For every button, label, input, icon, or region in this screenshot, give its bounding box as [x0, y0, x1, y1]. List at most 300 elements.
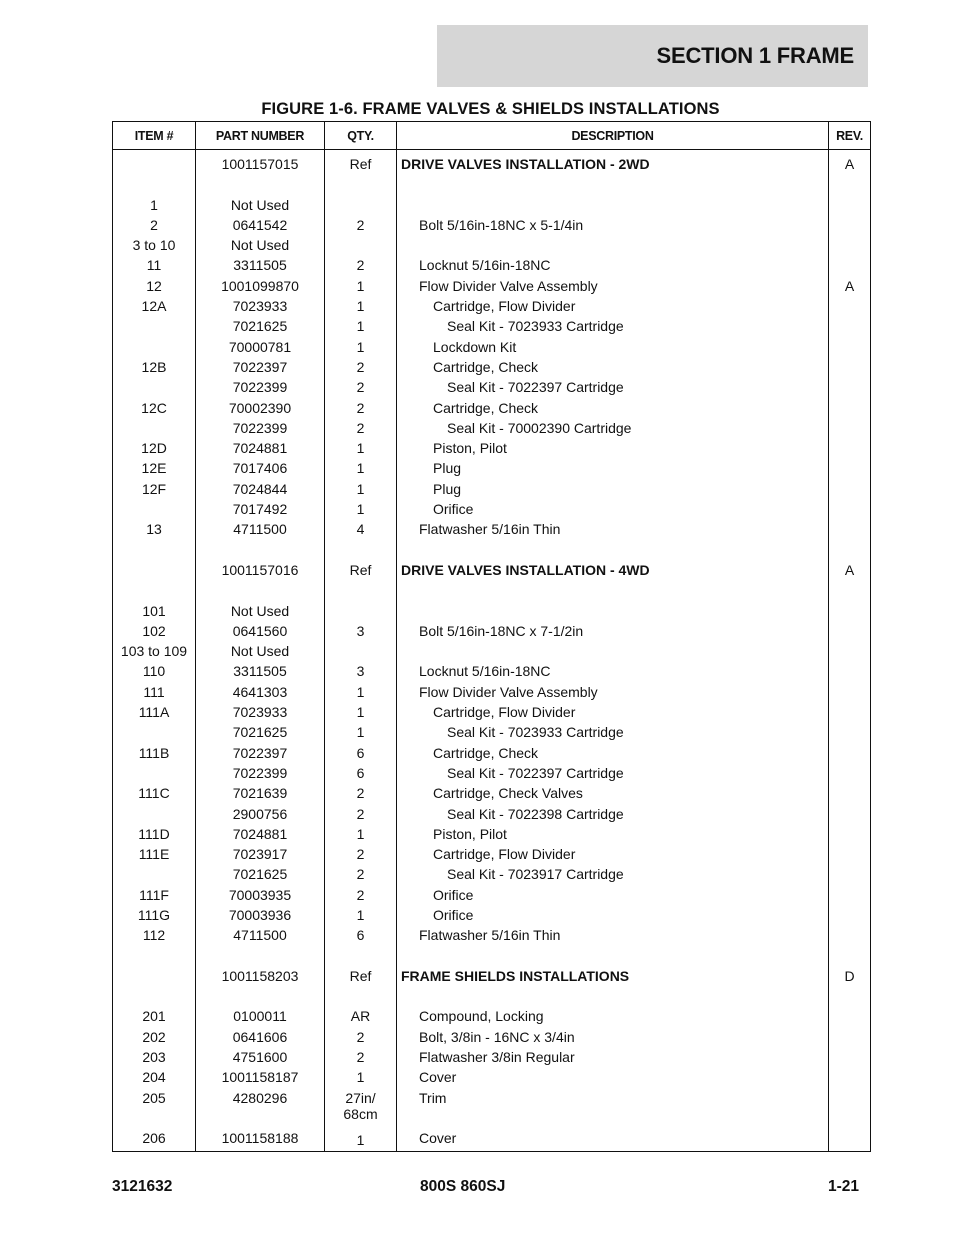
- cell-rev: [829, 458, 870, 478]
- cell-item-number: 202: [142, 1028, 166, 1045]
- cell-description-text: Locknut 5/16in-18NC: [419, 663, 551, 680]
- cell-qty: Ref: [349, 156, 372, 172]
- cell-item-number: 111D: [138, 825, 170, 842]
- cell-rev: [829, 418, 870, 438]
- cell-part-number: 7021625: [232, 318, 288, 335]
- section-title: SECTION 1 FRAME: [656, 43, 854, 68]
- cell-description-text: Piston, Pilot: [433, 440, 507, 457]
- table-header-row: [113, 122, 871, 150]
- cell-description: [397, 601, 828, 621]
- cell-qty: 4: [356, 521, 365, 538]
- cell-description-text: Cover: [419, 1069, 457, 1086]
- cell-rev: [829, 174, 870, 194]
- cell-part-number: 7022397: [232, 744, 288, 761]
- cell-qty: 1: [356, 704, 365, 721]
- cell-part-number: 7023933: [232, 298, 288, 315]
- parts-table: [112, 121, 871, 1152]
- cell-item-number: 12E: [141, 460, 167, 477]
- cell-part-number: 7022399: [232, 379, 288, 396]
- cell-part-number: 1001158188: [221, 1130, 299, 1147]
- cell-rev: [829, 601, 870, 621]
- cell-description: [397, 824, 828, 844]
- cell-part-number: [196, 946, 324, 966]
- cell-description: [397, 195, 828, 215]
- cell-description: [397, 763, 828, 783]
- cell-item-number: [113, 377, 195, 397]
- cell-description-text: Cartridge, Check Valves: [433, 785, 583, 802]
- cell-rev: [829, 1088, 870, 1129]
- cell-rev: [829, 316, 870, 336]
- cell-description: [397, 1047, 828, 1067]
- cell-rev: A: [844, 277, 855, 294]
- cell-description-text: Piston, Pilot: [433, 825, 507, 842]
- cell-qty: [325, 580, 396, 600]
- cell-qty: 2: [356, 805, 365, 822]
- description-column: [397, 150, 829, 1152]
- cell-item-number: [113, 174, 195, 194]
- cell-description-text: Cartridge, Flow Divider: [433, 846, 576, 863]
- cell-part-number: 0641606: [232, 1028, 288, 1045]
- cell-qty: [325, 946, 396, 966]
- cell-qty: 2: [356, 257, 365, 274]
- cell-description-text: Cover: [419, 1130, 457, 1147]
- cell-qty: 1: [356, 1069, 365, 1086]
- cell-qty: [325, 235, 396, 255]
- cell-description: [397, 276, 828, 296]
- cell-qty: 6: [356, 744, 365, 761]
- cell-description-text: Seal Kit - 7022398 Cartridge: [447, 805, 624, 822]
- cell-item-number: 112: [142, 927, 166, 944]
- cell-description: [397, 316, 828, 336]
- cell-part-number: 7017492: [232, 501, 288, 518]
- cell-part-number: [196, 174, 324, 194]
- cell-rev: [829, 905, 870, 925]
- cell-item-number: [113, 540, 195, 560]
- cell-item-number: [113, 722, 195, 742]
- cell-description-text: Flow Divider Valve Assembly: [419, 683, 598, 700]
- cell-part-number: [196, 986, 324, 1006]
- cell-part-number: Not Used: [230, 196, 290, 213]
- cell-item-number: 205: [142, 1089, 166, 1106]
- cell-description-text: Orifice: [433, 886, 474, 903]
- cell-part-number: Not Used: [230, 643, 290, 660]
- cell-part-number: 7021639: [232, 785, 288, 802]
- cell-qty: [325, 174, 396, 194]
- cell-part-number: 70003935: [228, 886, 292, 903]
- cell-part-number: 4711500: [233, 521, 287, 538]
- cell-item-number: [113, 986, 195, 1006]
- cell-rev: [829, 255, 870, 275]
- cell-rev: [829, 479, 870, 499]
- part-number-column: [196, 150, 325, 1152]
- cell-description-text: Plug: [433, 480, 462, 497]
- cell-part-number: 3311505: [233, 257, 287, 274]
- cell-part-number: 2900756: [232, 805, 288, 822]
- cell-part-number: 1001158203: [221, 967, 299, 984]
- cell-description: [397, 783, 828, 803]
- cell-qty: 1: [356, 724, 365, 741]
- cell-description: [397, 560, 828, 580]
- cell-item-number: 3 to 10: [132, 237, 176, 254]
- cell-description: [397, 722, 828, 742]
- cell-description: [397, 377, 828, 397]
- cell-item-number: 204: [142, 1069, 166, 1086]
- cell-rev: [829, 682, 870, 702]
- cell-description: [397, 1067, 828, 1087]
- cell-item-number: [113, 418, 195, 438]
- cell-description-text: Seal Kit - 7022397 Cartridge: [447, 764, 624, 781]
- cell-part-number: [196, 580, 324, 600]
- cell-description: [397, 905, 828, 925]
- cell-rev: A: [844, 156, 855, 172]
- cell-description: [397, 418, 828, 438]
- column-header-item: ITEM #: [113, 122, 196, 150]
- cell-description: [397, 1027, 828, 1047]
- cell-item-number: 110: [142, 663, 166, 680]
- cell-qty: 2: [356, 1028, 365, 1045]
- cell-part-number: [196, 540, 324, 560]
- cell-rev: [829, 946, 870, 966]
- cell-rev: [829, 783, 870, 803]
- cell-description: [397, 885, 828, 905]
- cell-description-text: Cartridge, Flow Divider: [433, 298, 576, 315]
- cell-description: [397, 743, 828, 763]
- cell-description: [397, 804, 828, 824]
- cell-description-text: Bolt 5/16in-18NC x 5-1/4in: [419, 216, 584, 233]
- cell-rev: [829, 824, 870, 844]
- cell-qty: 1: [356, 318, 365, 335]
- cell-item-number: [113, 946, 195, 966]
- rev-column: [829, 150, 871, 1152]
- cell-rev: [829, 580, 870, 600]
- column-header-rev: REV.: [829, 122, 871, 150]
- cell-description: [397, 621, 828, 641]
- cell-item-number: [113, 499, 195, 519]
- cell-part-number: Not Used: [230, 237, 290, 254]
- column-header-description: DESCRIPTION: [397, 122, 829, 150]
- cell-part-number: 70000781: [228, 338, 292, 355]
- cell-part-number: 7021625: [232, 724, 288, 741]
- cell-item-number: [113, 580, 195, 600]
- cell-rev: [829, 438, 870, 458]
- cell-description: [397, 296, 828, 316]
- cell-description-text: Cartridge, Flow Divider: [433, 704, 576, 721]
- cell-qty: 2: [356, 419, 365, 436]
- cell-rev: [829, 661, 870, 681]
- cell-description-text: Seal Kit - 70002390 Cartridge: [447, 419, 632, 436]
- cell-rev: [829, 1067, 870, 1087]
- cell-qty: 1: [356, 338, 365, 355]
- cell-part-number: 70003936: [228, 906, 292, 923]
- cell-qty: 2: [356, 1049, 365, 1066]
- cell-part-number: 1001158187: [221, 1069, 299, 1086]
- cell-description-text: Locknut 5/16in-18NC: [419, 257, 551, 274]
- cell-description-text: DRIVE VALVES INSTALLATION - 4WD: [401, 561, 650, 578]
- cell-description-text: Orifice: [433, 501, 474, 518]
- cell-item-number: 206: [142, 1130, 166, 1147]
- cell-qty: 3: [356, 622, 365, 639]
- cell-description-text: DRIVE VALVES INSTALLATION - 2WD: [401, 156, 650, 172]
- cell-description-text: Flatwasher 5/16in Thin: [419, 521, 561, 538]
- cell-description-text: Orifice: [433, 906, 474, 923]
- cell-part-number: 0100011: [233, 1008, 287, 1025]
- cell-qty: Ref: [349, 967, 372, 984]
- cell-description: [397, 215, 828, 235]
- cell-item-number: 12B: [141, 358, 167, 375]
- cell-description-text: Cartridge, Check: [433, 744, 539, 761]
- cell-item-number: [113, 337, 195, 357]
- cell-qty: 1: [356, 906, 365, 923]
- section-header: [437, 25, 868, 87]
- cell-item-number: 12F: [141, 480, 167, 497]
- cell-rev: [829, 1006, 870, 1026]
- cell-part-number: Not Used: [230, 602, 290, 619]
- cell-item-number: 13: [146, 521, 162, 538]
- cell-part-number: 7024881: [232, 440, 288, 457]
- cell-item-number: 12A: [141, 298, 167, 315]
- cell-description-text: Flatwasher 5/16in Thin: [419, 927, 561, 944]
- cell-rev: [829, 743, 870, 763]
- cell-item-number: 102: [142, 622, 166, 639]
- cell-description: [397, 986, 828, 1006]
- cell-description-text: Seal Kit - 7022397 Cartridge: [447, 379, 624, 396]
- cell-qty: 2: [356, 886, 365, 903]
- footer-model: 800S 860SJ: [420, 1178, 506, 1195]
- cell-item-number: 12: [146, 277, 162, 294]
- cell-rev: [829, 702, 870, 722]
- cell-part-number: 7022397: [232, 358, 288, 375]
- cell-rev: [829, 296, 870, 316]
- cell-qty: 2: [356, 358, 365, 375]
- cell-part-number: 7022399: [232, 419, 288, 436]
- cell-description: [397, 357, 828, 377]
- cell-description: [397, 682, 828, 702]
- cell-item-number: [113, 763, 195, 783]
- cell-rev: [829, 864, 870, 884]
- cell-qty: 2: [356, 846, 365, 863]
- cell-description: [397, 154, 828, 174]
- cell-description: [397, 235, 828, 255]
- cell-item-number: 111E: [138, 846, 170, 863]
- cell-qty: 3: [356, 663, 365, 680]
- cell-description: [397, 1088, 828, 1129]
- cell-item-number: 111A: [138, 704, 170, 721]
- cell-item-number: [113, 154, 195, 174]
- qty-column: [325, 150, 397, 1152]
- cell-description-text: FRAME SHIELDS INSTALLATIONS: [401, 967, 630, 984]
- cell-qty: 6: [356, 927, 365, 944]
- cell-description: [397, 844, 828, 864]
- figure-title: FIGURE 1-6. FRAME VALVES & SHIELDS INSTALLATIONS: [261, 100, 720, 118]
- cell-rev: [829, 844, 870, 864]
- cell-part-number: 7022399: [232, 764, 288, 781]
- cell-qty: 1: [356, 460, 365, 477]
- cell-part-number: 3311505: [233, 663, 287, 680]
- cell-item-number: [113, 560, 195, 580]
- cell-rev: [829, 763, 870, 783]
- cell-description-text: Seal Kit - 7023933 Cartridge: [447, 318, 624, 335]
- cell-item-number: 2: [150, 216, 158, 233]
- cell-item-number: 111G: [137, 906, 171, 923]
- cell-rev: [829, 1027, 870, 1047]
- cell-rev: D: [844, 967, 855, 984]
- cell-rev: [829, 398, 870, 418]
- cell-description-text: Cartridge, Check: [433, 358, 539, 375]
- cell-rev: [829, 235, 870, 255]
- cell-description-text: Seal Kit - 7023933 Cartridge: [447, 724, 624, 741]
- cell-description: [397, 925, 828, 945]
- cell-description: [397, 1128, 828, 1148]
- cell-rev: [829, 357, 870, 377]
- cell-description: [397, 337, 828, 357]
- cell-rev: [829, 337, 870, 357]
- cell-item-number: 111C: [138, 785, 170, 802]
- cell-qty: [325, 195, 396, 215]
- cell-description-text: Flatwasher 3/8in Regular: [419, 1049, 575, 1066]
- footer-page-number: 1-21: [828, 1178, 860, 1195]
- cell-description-text: Lockdown Kit: [433, 338, 517, 355]
- column-header-part-number: PART NUMBER: [196, 122, 325, 150]
- cell-description: [397, 398, 828, 418]
- cell-qty: 1: [356, 825, 365, 842]
- cell-qty: 1: [356, 1132, 365, 1149]
- item-column: [113, 150, 196, 1152]
- cell-item-number: 1: [150, 196, 158, 213]
- cell-description: [397, 1006, 828, 1026]
- cell-qty: 1: [356, 440, 365, 457]
- cell-description-text: Trim: [419, 1089, 447, 1106]
- cell-part-number: 4641303: [232, 683, 288, 700]
- cell-part-number: 4711500: [233, 927, 287, 944]
- cell-rev: [829, 621, 870, 641]
- cell-item-number: 111F: [139, 886, 169, 903]
- cell-qty: [325, 1090, 396, 1131]
- cell-qty: 6: [356, 764, 365, 781]
- cell-item-number: [113, 316, 195, 336]
- cell-description-text: Compound, Locking: [419, 1008, 544, 1025]
- cell-description-text: Bolt 5/16in-18NC x 7-1/2in: [419, 622, 584, 639]
- cell-qty: AR: [350, 1008, 371, 1025]
- cell-part-number: 4280296: [232, 1089, 288, 1106]
- cell-qty: 2: [356, 399, 365, 416]
- cell-part-number: 7021625: [232, 866, 288, 883]
- cell-description: [397, 661, 828, 681]
- cell-part-number: 0641542: [232, 216, 288, 233]
- cell-part-number: 70002390: [228, 399, 292, 416]
- cell-description: [397, 255, 828, 275]
- cell-description-text: Bolt, 3/8in - 16NC x 3/4in: [419, 1028, 575, 1045]
- cell-description: [397, 458, 828, 478]
- column-header-qty: QTY.: [325, 122, 397, 150]
- cell-part-number: 1001099870: [221, 277, 299, 294]
- cell-part-number: 0641560: [232, 622, 288, 639]
- cell-part-number: 7024881: [232, 825, 288, 842]
- cell-item-number: 103 to 109: [120, 643, 188, 660]
- cell-qty: [325, 641, 396, 661]
- cell-rev: [829, 641, 870, 661]
- cell-item-number: 12D: [141, 440, 167, 457]
- cell-item-number: [113, 804, 195, 824]
- cell-item-number: 201: [142, 1008, 166, 1025]
- cell-rev: [829, 925, 870, 945]
- cell-part-number: 7023917: [232, 846, 288, 863]
- cell-rev: A: [844, 561, 855, 578]
- cell-description: [397, 702, 828, 722]
- cell-description: [397, 946, 828, 966]
- cell-description: [397, 540, 828, 560]
- cell-description: [397, 641, 828, 661]
- cell-description: [397, 864, 828, 884]
- cell-description: [397, 438, 828, 458]
- cell-rev: [829, 885, 870, 905]
- cell-rev: [829, 1128, 870, 1148]
- cell-item-number: 101: [142, 602, 166, 619]
- cell-qty: Ref: [349, 561, 372, 578]
- cell-description-text: Cartridge, Check: [433, 399, 539, 416]
- cell-qty: 1: [356, 298, 365, 315]
- cell-description: [397, 519, 828, 539]
- cell-rev: [829, 195, 870, 215]
- cell-item-number: 12C: [141, 399, 167, 416]
- cell-item-number: [113, 966, 195, 986]
- cell-qty: 1: [356, 480, 365, 497]
- cell-rev: [829, 519, 870, 539]
- cell-description-text: Plug: [433, 460, 462, 477]
- cell-description: [397, 174, 828, 194]
- cell-description: [397, 479, 828, 499]
- cell-part-number: 7023933: [232, 704, 288, 721]
- cell-description: [397, 499, 828, 519]
- cell-qty: 2: [356, 216, 365, 233]
- cell-item-number: 11: [146, 257, 162, 274]
- cell-rev: [829, 722, 870, 742]
- cell-item-number: 111B: [138, 744, 170, 761]
- cell-rev: [829, 804, 870, 824]
- cell-description: [397, 966, 828, 986]
- cell-description-text: Flow Divider Valve Assembly: [419, 277, 598, 294]
- cell-item-number: [113, 864, 195, 884]
- cell-qty: [325, 540, 396, 560]
- cell-qty: [325, 986, 396, 1006]
- cell-part-number: 1001157015: [221, 156, 299, 172]
- cell-part-number: 7017406: [232, 460, 288, 477]
- cell-rev: [829, 377, 870, 397]
- cell-qty: 2: [356, 379, 365, 396]
- cell-rev: [829, 499, 870, 519]
- cell-qty: 2: [356, 785, 365, 802]
- cell-part-number: 4751600: [232, 1049, 288, 1066]
- cell-qty: 1: [356, 277, 365, 294]
- cell-qty: 2: [356, 866, 365, 883]
- cell-rev: [829, 986, 870, 1006]
- cell-item-number: 203: [142, 1049, 166, 1066]
- cell-description-text: Seal Kit - 7023917 Cartridge: [447, 866, 624, 883]
- cell-qty-line: 27in/: [345, 1089, 376, 1106]
- cell-qty: 1: [356, 501, 365, 518]
- cell-qty-line: 68cm: [343, 1106, 378, 1123]
- cell-description: [397, 580, 828, 600]
- cell-part-number: 1001157016: [221, 561, 299, 578]
- cell-rev: [829, 1047, 870, 1067]
- cell-item-number: 111: [143, 683, 165, 700]
- cell-qty: [325, 601, 396, 621]
- cell-rev: [829, 540, 870, 560]
- cell-qty: 1: [356, 683, 365, 700]
- cell-part-number: 7024844: [232, 480, 288, 497]
- table-body-row: [113, 150, 871, 1152]
- footer-doc-number: 3121632: [112, 1178, 173, 1195]
- cell-rev: [829, 215, 870, 235]
